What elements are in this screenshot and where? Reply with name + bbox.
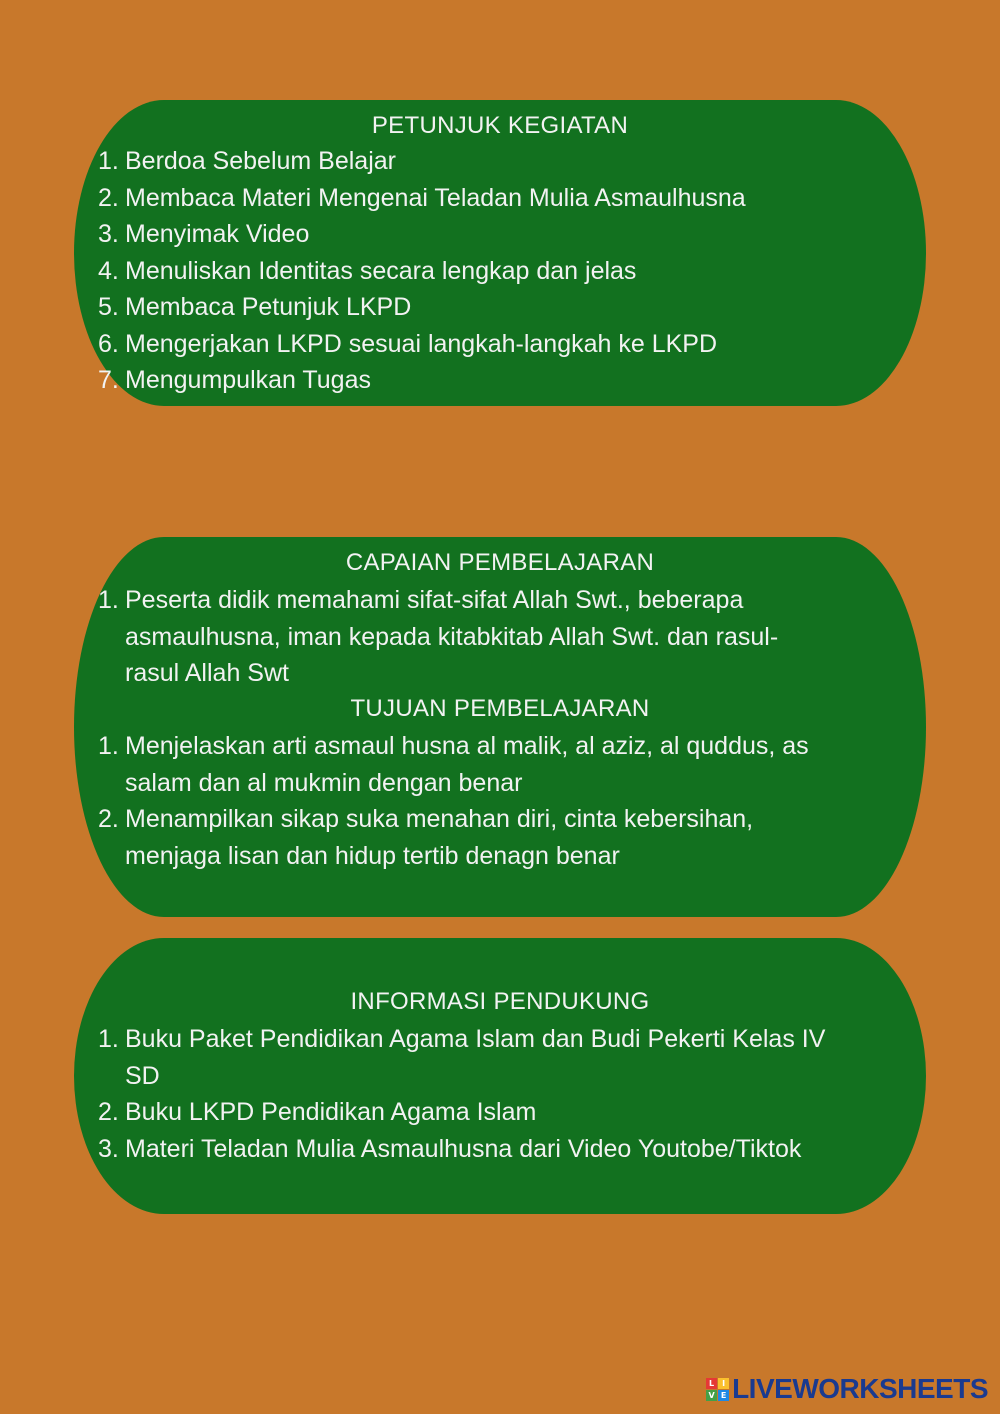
list-item-text: Mengerjakan LKPD sesuai langkah-langkah ke LKPD (125, 329, 718, 358)
list-item-text: Menampilkan sikap suka menahan diri, cinta kebersihan, (125, 805, 754, 833)
list-item-text: salam dan al mukmin dengan benar (125, 768, 523, 797)
list-item-text: Buku Paket Pendidikan Agama Islam dan Budi Pekerti Kelas IV (125, 1025, 826, 1053)
tujuan-pembelajaran-title: TUJUAN PEMBELAJARAN (350, 695, 650, 722)
list-item (98, 216, 746, 253)
liveworksheets-logo-text: LIVEWORKSHEETS (732, 1373, 988, 1404)
list-item (98, 1094, 825, 1131)
list-item-text: rasul Allah Swt (125, 659, 289, 687)
list-item-text: Membaca Materi Mengenai Teladan Mulia Asmaulhusna (125, 183, 746, 212)
list-item-number: 7. (98, 366, 119, 394)
list-item (98, 326, 746, 363)
list-item-number: 2. (98, 183, 119, 212)
informasi-pendukung-panel (74, 938, 926, 1214)
list-item (98, 1021, 825, 1094)
list-item (98, 582, 778, 692)
liveworksheets-logo-mark (706, 1378, 729, 1401)
logo-letter-e: E (718, 1390, 729, 1401)
list-item-text: Buku LKPD Pendidikan Agama Islam (125, 1098, 537, 1126)
list-item-text: Menuliskan Identitas secara lengkap dan jelas (125, 256, 637, 285)
logo-letter-v: V (706, 1390, 717, 1401)
petunjuk-kegiatan-title: PETUNJUK KEGIATAN (371, 112, 629, 139)
logo-letter-i: I (718, 1378, 729, 1389)
list-item-text: Mengumpulkan Tugas (125, 366, 371, 394)
capaian-pembelajaran-list (98, 582, 778, 692)
list-item-text: Menjelaskan arti asmaul husna al malik, al aziz, al quddus, as (125, 732, 809, 760)
list-item (98, 289, 746, 326)
list-item-number: 2. (98, 805, 119, 833)
list-item-text: SD (125, 1061, 160, 1090)
petunjuk-kegiatan-panel (74, 100, 926, 406)
list-item (98, 1131, 825, 1168)
list-item-number: 1. (98, 1025, 119, 1053)
list-item-number: 5. (98, 293, 119, 321)
logo-letter-l: L (706, 1378, 717, 1389)
list-item-number: 3. (98, 1134, 119, 1163)
tujuan-pembelajaran-list (98, 728, 809, 874)
list-item (98, 253, 746, 290)
list-item-text: Peserta didik memahami sifat-sifat Allah Swt., beberapa (125, 586, 744, 614)
informasi-pendukung-list (98, 1021, 825, 1167)
list-item (98, 362, 746, 399)
list-item-text: menjaga lisan dan hidup tertib denagn benar (125, 841, 620, 870)
list-item-number: 1. (98, 147, 119, 175)
list-item-text: Berdoa Sebelum Belajar (125, 147, 396, 175)
list-item (98, 180, 746, 217)
petunjuk-kegiatan-list (98, 143, 746, 399)
capaian-tujuan-panel (74, 537, 926, 917)
list-item-text: Materi Teladan Mulia Asmaulhusna dari Video Youtobe/Tiktok (125, 1134, 802, 1163)
list-item-text: asmaulhusna, iman kepada kitabkitab Allah Swt. dan rasul- (125, 622, 779, 651)
list-item (98, 728, 809, 801)
list-item-number: 6. (98, 329, 119, 358)
list-item-text: Menyimak Video (125, 220, 310, 248)
list-item-number: 1. (98, 732, 119, 760)
list-item-text: Membaca Petunjuk LKPD (125, 293, 412, 321)
informasi-pendukung-title: INFORMASI PENDUKUNG (350, 988, 650, 1015)
list-item (98, 143, 746, 180)
liveworksheets-logo[interactable] (706, 1373, 988, 1405)
list-item (98, 801, 809, 874)
list-item-number: 3. (98, 220, 119, 248)
list-item-number: 4. (98, 256, 119, 285)
list-item-number: 1. (98, 586, 119, 614)
capaian-pembelajaran-title: CAPAIAN PEMBELAJARAN (345, 549, 655, 576)
list-item-number: 2. (98, 1098, 119, 1126)
